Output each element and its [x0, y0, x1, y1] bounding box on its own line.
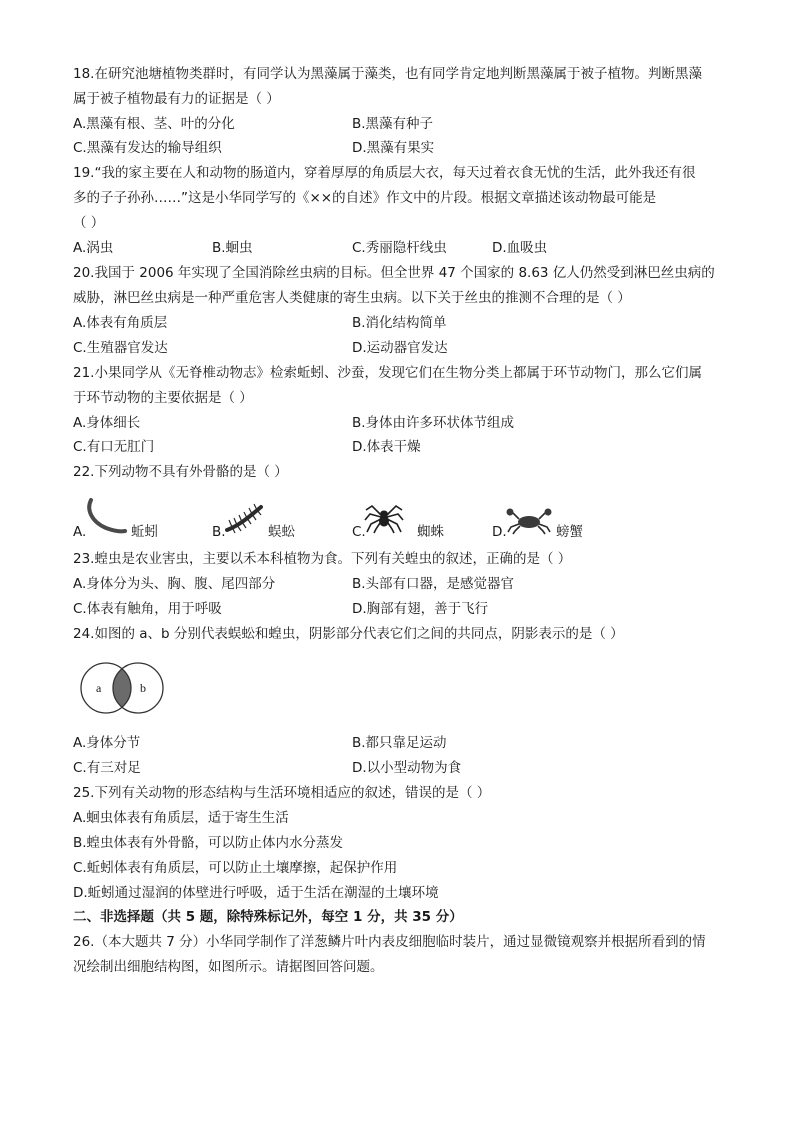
q18-option-a: A.黑藻有根、茎、叶的分化: [73, 116, 235, 132]
q22-option-b-letter: B.: [212, 524, 226, 540]
centipede-icon: [224, 502, 264, 534]
q20-stem-line2: 威胁，淋巴丝虫病是一种严重危害人类健康的寄生虫病。以下关于丝虫的推测不合理的是（ ）: [73, 290, 631, 306]
q25-option-d: D.蚯蚓通过湿润的体壁进行呼吸，适于生活在潮湿的土壤环境: [73, 885, 439, 901]
q18-stem-line1: 18.在研究池塘植物类群时，有同学认为黑藻属于藻类，也有同学肯定地判断黑藻属于被子植物。判断黑藻: [73, 66, 702, 82]
q19-option-a: A.涡虫: [73, 240, 114, 256]
q19-stem-line2: 多的子子孙孙……”这是小华同学写的《××的自述》作文中的片段。根据文章描述该动物最可能是: [73, 190, 657, 206]
venn-label-a: a: [96, 681, 102, 695]
q20-option-a: A.体表有角质层: [73, 315, 168, 331]
q22-stem: 22.下列动物不具有外骨骼的是（ ）: [73, 464, 288, 480]
earthworm-icon: [86, 496, 128, 536]
q25-option-b: B.蝗虫体表有外骨骼，可以防止体内水分蒸发: [73, 835, 344, 851]
q18-option-c: C.黑藻有发达的输导组织: [73, 140, 222, 156]
q24-option-a: A.身体分节: [73, 735, 141, 751]
q20-option-c: C.生殖器官发达: [73, 340, 168, 356]
q22-option-a-letter: A.: [73, 524, 87, 540]
spider-icon: [364, 500, 404, 534]
q26-stem-line2: 况绘制出细胞结构图，如图所示。请据图回答问题。: [73, 959, 384, 975]
q21-stem-line2: 于环节动物的主要依据是（ ）: [73, 390, 253, 406]
q25-option-a: A.蛔虫体表有角质层，适于寄生生活: [73, 810, 289, 826]
q22-option-a-name: 蚯蚓: [131, 524, 158, 540]
q23-option-a: A.身体分为头、胸、腹、尾四部分: [73, 576, 276, 592]
q23-option-c: C.体表有触角，用于呼吸: [73, 601, 222, 617]
q26-stem-line1: 26.（本大题共 7 分）小华同学制作了洋葱鳞片叶内表皮细胞临时装片，通过显微镜观察并根据所看到的情: [73, 934, 706, 950]
q21-option-d: D.体表干燥: [352, 439, 421, 455]
q20-stem-line1: 20.我国于 2006 年实现了全国消除丝虫病的目标。但全世界 47 个国家的 8.63 亿人仍然受到淋巴丝虫病的: [73, 265, 715, 281]
q25-option-c: C.蚯蚓体表有角质层，可以防止土壤摩擦，起保护作用: [73, 860, 398, 876]
q23-stem: 23.蝗虫是农业害虫，主要以禾本科植物为食。下列有关蝗虫的叙述，正确的是（ ）: [73, 551, 572, 567]
q22-option-b-name: 蜈蚣: [268, 524, 295, 540]
q18-option-d: D.黑藻有果实: [352, 140, 435, 156]
q19-stem-line1: 19.“我的家主要在人和动物的肠道内，穿着厚厚的角质层大衣，每天过着衣食无忧的生活，此外我还有很: [73, 165, 696, 181]
q24-option-c: C.有三对足: [73, 760, 141, 776]
venn-diagram: [74, 660, 170, 716]
section-2-heading: 二、非选择题（共 5 题，除特殊标记外，每空 1 分，共 35 分）: [73, 909, 463, 925]
q21-option-b: B.身体由许多环状体节组成: [352, 415, 515, 431]
q25-stem: 25.下列有关动物的形态结构与生活环境相适应的叙述，错误的是（ ）: [73, 785, 491, 801]
q22-option-c-name: 蜘蛛: [417, 524, 444, 540]
q24-option-b: B.都只靠足运动: [352, 735, 447, 751]
q20-option-b: B.消化结构简单: [352, 315, 447, 331]
q19-stem-line3: （ ）: [73, 215, 105, 231]
q18-stem-line2: 属于被子植物最有力的证据是（ ）: [73, 91, 280, 107]
q21-stem-line1: 21.小果同学从《无脊椎动物志》检索蚯蚓、沙蚕，发现它们在生物分类上都属于环节动物门，那么它们属: [73, 365, 702, 381]
q24-stem: 24.如图的 a、b 分别代表蜈蚣和蝗虫，阴影部分代表它们之间的共同点，阴影表示的是（ ）: [73, 626, 624, 642]
q19-option-d: D.血吸虫: [492, 240, 548, 256]
q22-option-d-letter: D.: [492, 524, 507, 540]
q18-option-b: B.黑藻有种子: [352, 116, 434, 132]
q23-option-b: B.头部有口器，是感觉器官: [352, 576, 515, 592]
q23-option-d: D.胸部有翅，善于飞行: [352, 601, 489, 617]
crab-icon: [505, 505, 553, 535]
venn-label-b: b: [140, 681, 146, 695]
q21-option-a: A.身体细长: [73, 415, 141, 431]
q20-option-d: D.运动器官发达: [352, 340, 448, 356]
q19-option-c: C.秀丽隐杆线虫: [352, 240, 447, 256]
q21-option-c: C.有口无肛门: [73, 439, 155, 455]
q22-option-d-name: 螃蟹: [556, 524, 583, 540]
q24-option-d: D.以小型动物为食: [352, 760, 462, 776]
q19-option-b: B.蛔虫: [212, 240, 253, 256]
q22-option-c-letter: C.: [352, 524, 366, 540]
